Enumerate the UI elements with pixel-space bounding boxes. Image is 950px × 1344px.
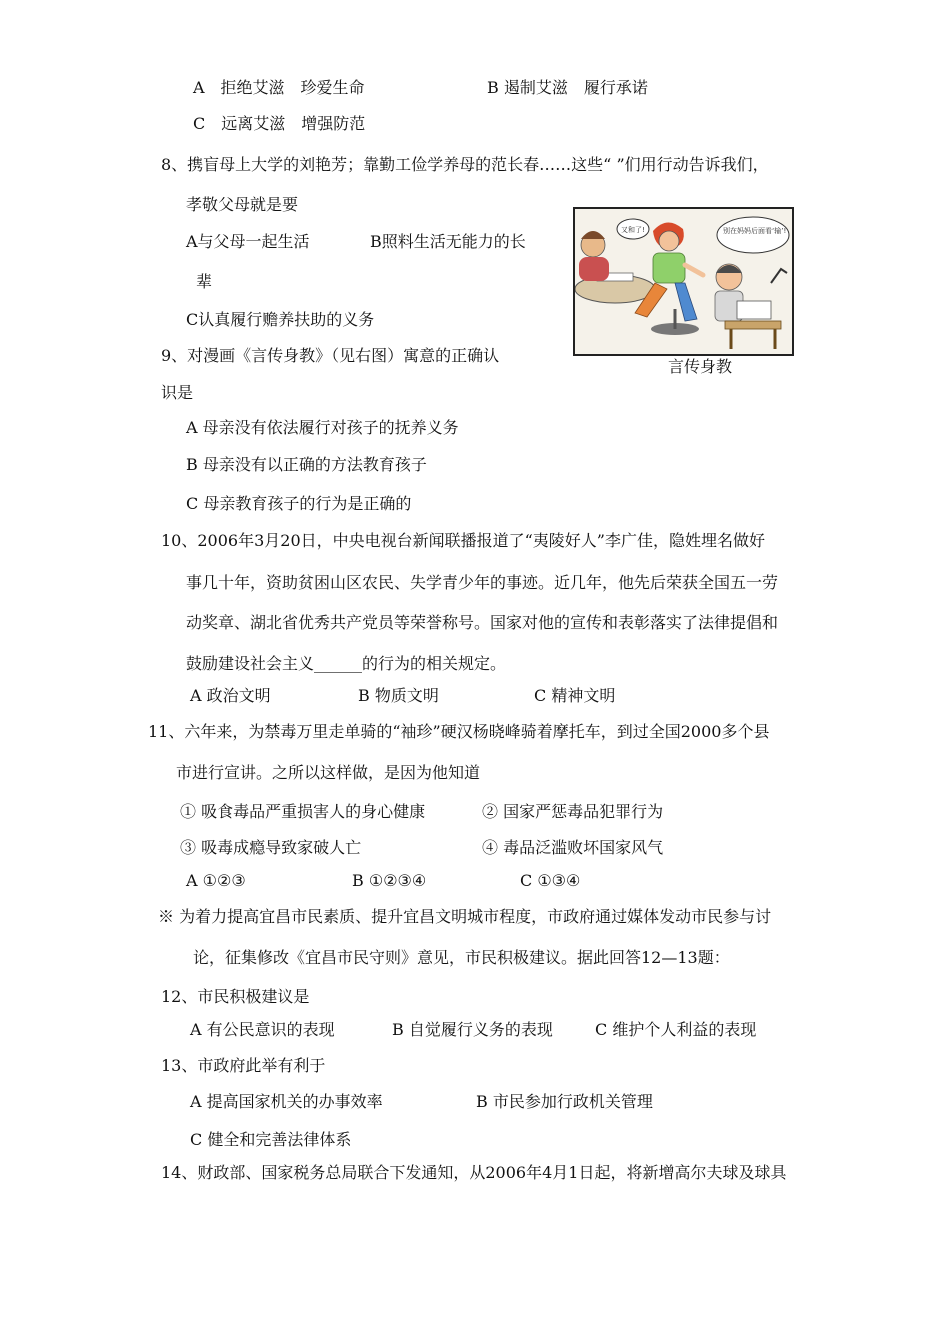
q7-option-b: B 遏制艾滋 履行承诺	[487, 78, 648, 97]
q14-line-1: 14、财政部、国家税务总局联合下发通知，从2006年4月1日起，将新增高尔夫球及球具	[161, 1163, 787, 1182]
q10-option-c: C 精神文明	[534, 686, 616, 705]
q10-option-a: A 政治文明	[190, 686, 271, 705]
q9-option-a: A 母亲没有依法履行对孩子的抚养义务	[186, 418, 459, 437]
q10-line-3: 动奖章、湖北省优秀共产党员等荣誉称号。国家对他的宣传和表彰落实了法律提倡和	[186, 613, 779, 632]
q8-stem-line-1: 8、携盲母上大学的刘艳芳；靠勤工俭学养母的范长春……这些“ ”们用行动告诉我们，	[161, 155, 769, 174]
q10-line-4: 鼓励建设社会主义______的行为的相关规定。	[186, 654, 507, 673]
q9-stem-line-2: 识是	[161, 383, 194, 402]
q8-option-b: B照料生活无能力的长	[370, 232, 526, 251]
q7-option-c: C 远离艾滋 增强防范	[193, 114, 366, 133]
q11-item-2: ② 国家严惩毒品犯罪行为	[482, 802, 664, 821]
q13-option-c: C 健全和完善法律体系	[190, 1130, 352, 1149]
q8-option-b-cont: 辈	[196, 272, 213, 291]
q8-option-c: C认真履行赡养扶助的义务	[186, 310, 375, 329]
q11-line-2: 市进行宣讲。之所以这样做，是因为他知道	[176, 763, 481, 782]
q9-option-b: B 母亲没有以正确的方法教育孩子	[186, 455, 427, 474]
q12-stem: 12、市民积极建议是	[161, 987, 310, 1006]
note-line-1: ※ 为着力提高宜昌市民素质、提升宜昌文明城市程度，市政府通过媒体发动市民参与讨	[158, 907, 772, 926]
q11-item-4: ④ 毒品泛滥败坏国家风气	[482, 838, 664, 857]
bubble-mom-text: 又和了!	[621, 226, 645, 234]
q10-option-b: B 物质文明	[358, 686, 439, 705]
q12-option-c: C 维护个人利益的表现	[595, 1020, 757, 1039]
q11-option-a: A ①②③	[186, 871, 246, 890]
note-line-2: 论，征集修改《宜昌市民守则》意见，市民积极建议。据此回答12—13题：	[193, 948, 730, 967]
q8-stem-line-2: 孝敬父母就是要	[186, 195, 299, 214]
q7-option-a: A 拒绝艾滋 珍爱生命	[193, 78, 365, 97]
q11-line-1: 11、六年来，为禁毒万里走单骑的“袖珍”硬汉杨晓峰骑着摩托车，到过全国2000多个县	[148, 722, 770, 741]
q10-line-2: 事几十年，资助贫困山区农民、失学青少年的事迹。近几年，他先后荣获全国五一劳	[186, 573, 779, 592]
q11-item-1: ① 吸食毒品严重损害人的身心健康	[180, 802, 426, 821]
cartoon-illustration	[573, 207, 794, 356]
bubble-kid-text: 别在妈妈后面看‘输’!	[723, 227, 787, 235]
q13-option-b: B 市民参加行政机关管理	[476, 1092, 653, 1111]
cartoon-drawing	[575, 209, 792, 354]
q8-option-a: A与父母一起生活	[186, 232, 310, 251]
q12-option-b: B 自觉履行义务的表现	[392, 1020, 553, 1039]
cartoon-caption: 言传身教	[667, 357, 732, 376]
q11-option-b: B ①②③④	[352, 871, 427, 890]
q10-line-1: 10、2006年3月20日，中央电视台新闻联播报道了“夷陵好人”李广佳，隐姓埋名做好	[161, 531, 765, 550]
q11-option-c: C ①③④	[520, 871, 581, 890]
q13-option-a: A 提高国家机关的办事效率	[190, 1092, 383, 1111]
q9-option-c: C 母亲教育孩子的行为是正确的	[186, 494, 412, 513]
q12-option-a: A 有公民意识的表现	[190, 1020, 335, 1039]
q13-stem: 13、市政府此举有利于	[161, 1056, 326, 1075]
q9-stem-line-1: 9、对漫画《言传身教》（见右图）寓意的正确认	[161, 346, 500, 365]
q11-item-3: ③ 吸毒成瘾导致家破人亡	[180, 838, 362, 857]
